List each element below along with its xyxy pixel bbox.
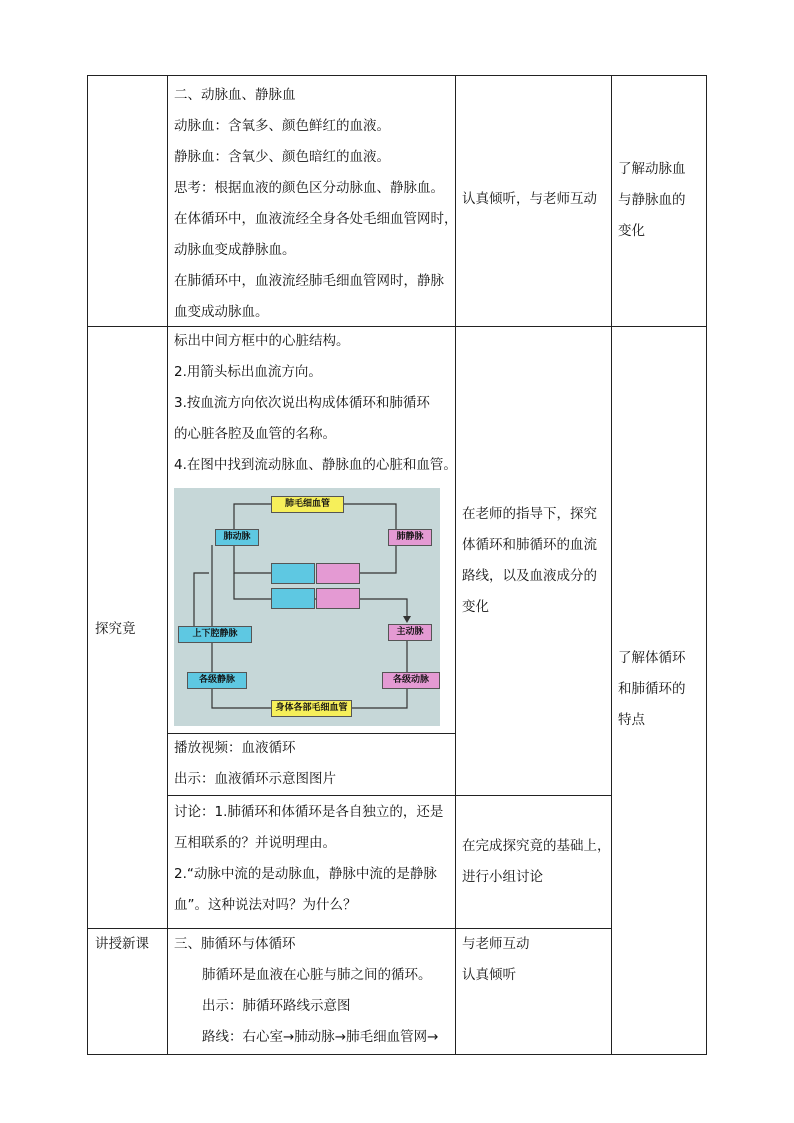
text-line: 路线：右心室→肺动脉→肺毛细血管网→ (202, 1029, 439, 1045)
text-line: 3.按血流方向依次说出构成体循环和肺循环 (174, 395, 430, 411)
col-divider-1 (167, 75, 168, 1055)
section3-student: 在完成探究竟的基础上， 进行小组讨论 (462, 838, 611, 885)
heart-left-atrium (316, 563, 360, 584)
section2-video: 播放视频：血液循环 出示：血液循环示意图图片 (174, 740, 336, 787)
text-line: 互相联系的？并说明理由。 (174, 835, 336, 851)
section4-student: 与老师互动 认真倾听 (462, 936, 530, 983)
text-line: 静脉血：含氧少、颜色暗红的血液。 (174, 149, 390, 165)
text-line: 讨论：1.肺循环和体循环是各自独立的，还是 (174, 804, 444, 820)
row-divider-discuss (167, 795, 612, 796)
text-line: 血变成动脉血。 (174, 304, 269, 320)
box-pulmonary-vein: 肺静脉 (388, 529, 432, 546)
box-lung-capillary: 肺毛细血管 (271, 496, 344, 513)
section1-student: 认真倾听，与老师互动 (462, 191, 597, 207)
text-line: 在体循环中，血液流经全身各处毛细血管网时， (174, 211, 458, 227)
section2-student: 在老师的指导下，探究 体循环和肺循环的血流 路线，以及血液成分的 变化 (462, 506, 597, 615)
heart-right-atrium (271, 563, 315, 584)
section2-intent: 了解体循环 和肺循环的 特点 (618, 650, 686, 728)
text-line: 血”。这种说法对吗？为什么？ (174, 897, 357, 913)
arrow-head (403, 616, 411, 623)
section4-content (174, 929, 438, 1053)
text-line: 二、动脉血、静脉血 (174, 87, 296, 103)
section3-discussion (174, 797, 443, 921)
text-line: 动脉血变成静脉血。 (174, 242, 296, 258)
text-line: 4.在图中找到流动脉血、静脉血的心脏和血管。 (174, 457, 457, 473)
text-line: 标出中间方框中的心脏结构。 (174, 333, 350, 349)
text-line: 思考：根据血液的颜色区分动脉血、静脉血。 (174, 180, 444, 196)
text-line: 2.用箭头标出血流方向。 (174, 364, 322, 380)
box-aorta: 主动脉 (388, 624, 432, 641)
section1-content (174, 80, 458, 328)
stage-label-teaching: 讲授新课 (95, 936, 149, 952)
box-body-capillary: 身体各部毛细血管 (271, 700, 352, 717)
stage-label-explore: 探究竟 (95, 621, 136, 637)
text-line: 的心脏各腔及血管的名称。 (174, 426, 336, 442)
heart-right-ventricle (271, 588, 315, 609)
section1-intent: 了解动脉血 与静脉血的 变化 (618, 161, 686, 239)
text-line: 肺循环是血液在心脏与肺之间的循环。 (202, 967, 432, 983)
section2-tasks (174, 326, 457, 481)
heart-left-ventricle (316, 588, 360, 609)
text-line: 在肺循环中，血液流经肺毛细血管网时，静脉 (174, 273, 444, 289)
circulation-diagram (174, 488, 440, 726)
box-veins: 各级静脉 (187, 672, 247, 689)
text-line: 三、肺循环与体循环 (174, 936, 296, 952)
box-pulmonary-artery: 肺动脉 (215, 529, 259, 546)
text-line: 2.“动脉中流的是动脉血，静脉中流的是静脉 (174, 866, 437, 882)
box-vena-cava: 上下腔静脉 (178, 626, 252, 643)
text-line: 出示：肺循环路线示意图 (202, 998, 351, 1014)
text-line: 动脉血：含氧多、颜色鲜红的血液。 (174, 118, 390, 134)
box-arteries: 各级动脉 (382, 672, 440, 689)
col-divider-3 (611, 75, 612, 1055)
